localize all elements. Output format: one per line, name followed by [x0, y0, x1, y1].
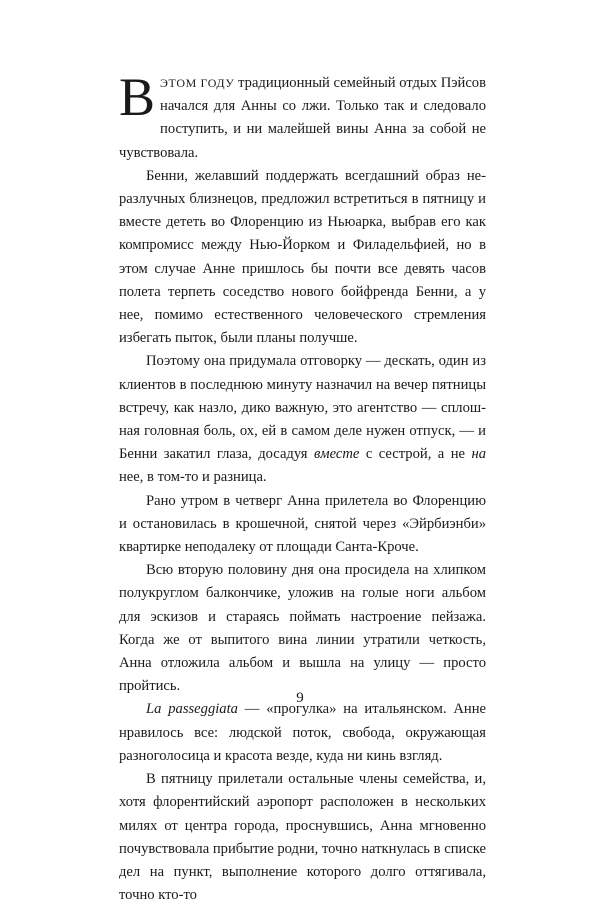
paragraph-3-text-before: Поэтому она придумала отговорку — дескать, один из клиентов в последнюю минуту назначил на вечер пятницы встречу, как назло, дико важную, это агентство — сплошная головная боль, ох, ей в самом деле нужен отпуск, — и Бенни закатил глаза, досадуя [119, 353, 486, 463]
paragraph-3-emphasis-1: вместе [313, 446, 360, 463]
paragraph-7 [119, 768, 486, 907]
paragraph-6 [119, 698, 486, 768]
paragraph-5-text: Всю вторую половину дня она просидела на хлипком полукруглом балкончике, уложив на голые ноги альбом для эскизов и стараясь поймать настроение пейзажа. Когда же от выпитого вина линии утратили четкость, Анна отложила альбом и вышла на улицу — просто пройтись. [119, 562, 486, 695]
paragraph-1-text: традиционный семейный отдых Пэйсов начался для Анны со лжи. Только так и следовало поступить, и ни малейшей вины Анна за собой не чувствовала. [119, 75, 486, 161]
paragraph-3-text-after: нее, в том-то и разница. [119, 469, 267, 486]
page-number: 9 [296, 690, 304, 706]
paragraph-7-text: В пятницу прилетали остальные члены семейства, и, хотя флорентийский аэропорт расположен в нескольких милях от центра города, проснувшись, Анна мгновенно почувствовала прибытие родни, точно наткнулась в списке дел на пункт, выполнение которого долго оттягивала, точно кто-то [119, 771, 486, 904]
paragraph-1 [119, 67, 486, 165]
paragraph-3 [119, 350, 486, 489]
paragraph-2-text: Бенни, желавший поддержать всегдашний образ неразлучных близнецов, предложил встретиться в пятницу и вместе дететь во Флоренцию из Ньюарка, выбрав его как компромисс между Нью-Йорком и Филадельфией, но в этом случае Анне пришлось бы почти все девять часов полета терпеть соседство нового бойфренда Бенни, а у нее, помимо естественного человеческого стремления избегать пыток, были планы получше. [119, 167, 486, 347]
book-page-text [119, 67, 486, 907]
paragraph-5 [119, 559, 486, 698]
paragraph-3-emphasis-2: на [471, 446, 486, 463]
paragraph-6-emphasis: La passeggiata [146, 701, 238, 718]
paragraph-2 [119, 165, 486, 351]
paragraph-3-text-middle: с сестрой, а не [359, 446, 472, 463]
paragraph-4 [119, 490, 486, 560]
opening-small-caps: ЭТОМ ГОДУ [160, 76, 235, 90]
drop-cap: В [119, 67, 156, 127]
paragraph-4-text: Рано утром в четверг Анна прилетела во Флоренцию и остановилась в крошечной, снятой через «Эйрбиэнби» квартирке неподалеку от площади Санта-Кроче. [119, 492, 486, 556]
paragraph-6-text: — «прогулка» на итальянском. Анне нравилось все: людской поток, свобода, окружающая разноголосица и красота везде, куда ни кинь взгляд. [119, 701, 486, 764]
